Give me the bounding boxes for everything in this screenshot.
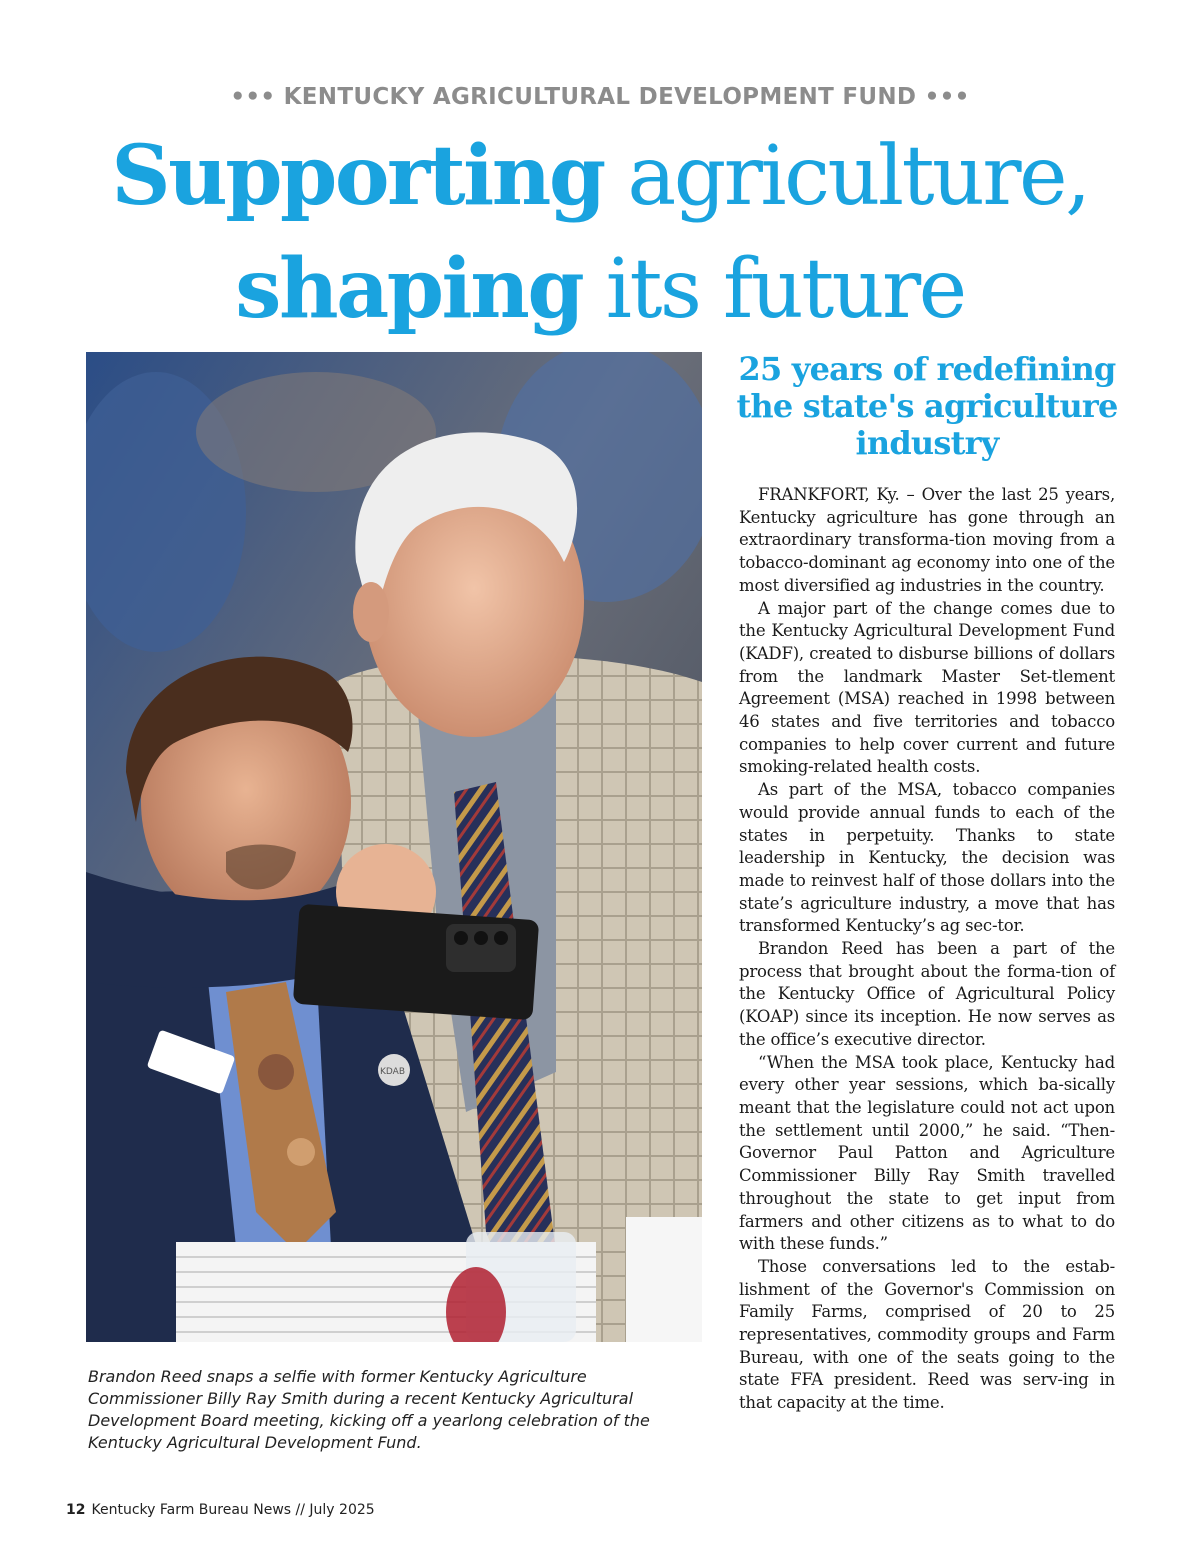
phone-lens: [474, 931, 488, 945]
phone-lens: [494, 931, 508, 945]
article-photo: [86, 352, 702, 1342]
lapel-pin-text: KDAB: [380, 1067, 406, 1077]
page-number: 12: [66, 1502, 86, 1518]
headline-rest-1: agriculture,: [603, 129, 1089, 224]
younger-man-tie-paisley: [258, 1054, 294, 1090]
article-body: [739, 484, 1115, 1415]
headline-bold-1: Supporting: [111, 128, 604, 224]
article-subhead: 25 years of redefining the state's agriculture industry: [736, 350, 1118, 462]
article-paragraph: Those conversations led to the estab-lishment of the Governor's Commission on Family Farms, comprised of 20 to 25 representatives, commodity groups and Farm Bureau, with one of the seats going to the state FFA president. Reed was serv-ing in that capacity at the time.: [739, 1256, 1115, 1413]
headline-line-1: [0, 120, 1200, 233]
article-paragraph: FRANKFORT, Ky. – Over the last 25 years, Kentucky agriculture has gone through an extraordinary transforma-tion moving from a tobacco-dominant ag economy into one of the most diversified ag industries in the country.: [739, 485, 1115, 595]
article-paragraph: Brandon Reed has been a part of the process that brought about the forma-tion of the Kentucky Office of Agricultural Policy (KOAP) since its inception. He now serves as the office’s executive director.: [739, 939, 1115, 1049]
photo-illustration: [86, 352, 702, 1342]
headline-bold-2: shaping: [235, 241, 583, 337]
photo-caption: Brandon Reed snaps a selfie with former Kentucky Agriculture Commissioner Billy Ray Smith during a recent Kentucky Agricultural Development Board meeting, kicking off a yearlong celebration of the Kentucky Agricultural Development Fund.: [88, 1367, 650, 1452]
article-paragraph: “When the MSA took place, Kentucky had every other year sessions, which ba-sically meant that the legislature could not act upon the settlement until 2000,” he said. “Then-Governor Paul Patton and Agriculture Commissioner Billy Ray Smith travelled throughout the state to get input from farmers and other citizens as to what to do with these funds.”: [739, 1052, 1115, 1254]
phone-lens: [454, 931, 468, 945]
white-box: [626, 1217, 702, 1342]
section-kicker: ••• KENTUCKY AGRICULTURAL DEVELOPMENT FUND •••: [230, 84, 970, 110]
article-paragraph: A major part of the change comes due to the Kentucky Agricultural Development Fund (KADF), created to disburse billions of dollars from the landmark Master Set-tlement Agreement (MSA) reached in 1998 between 46 states and five territories and tobacco companies to help cover current and future smoking-related health costs.: [739, 598, 1115, 777]
article-paragraph: As part of the MSA, tobacco companies would provide annual funds to each of the states in perpetuity. Thanks to state leadership in Kentucky, the decision was made to reinvest half of those dollars into the state’s agriculture industry, a move that has transformed Kentucky’s ag sec-tor.: [739, 780, 1115, 936]
headline-line-2: [0, 233, 1200, 346]
publication-info: Kentucky Farm Bureau News // July 2025: [91, 1502, 375, 1518]
younger-man-tie-paisley: [287, 1138, 315, 1166]
page-footer: [66, 1502, 375, 1518]
older-man-ear: [353, 582, 389, 642]
headline: [0, 120, 1200, 346]
headline-rest-2: its future: [582, 242, 965, 337]
